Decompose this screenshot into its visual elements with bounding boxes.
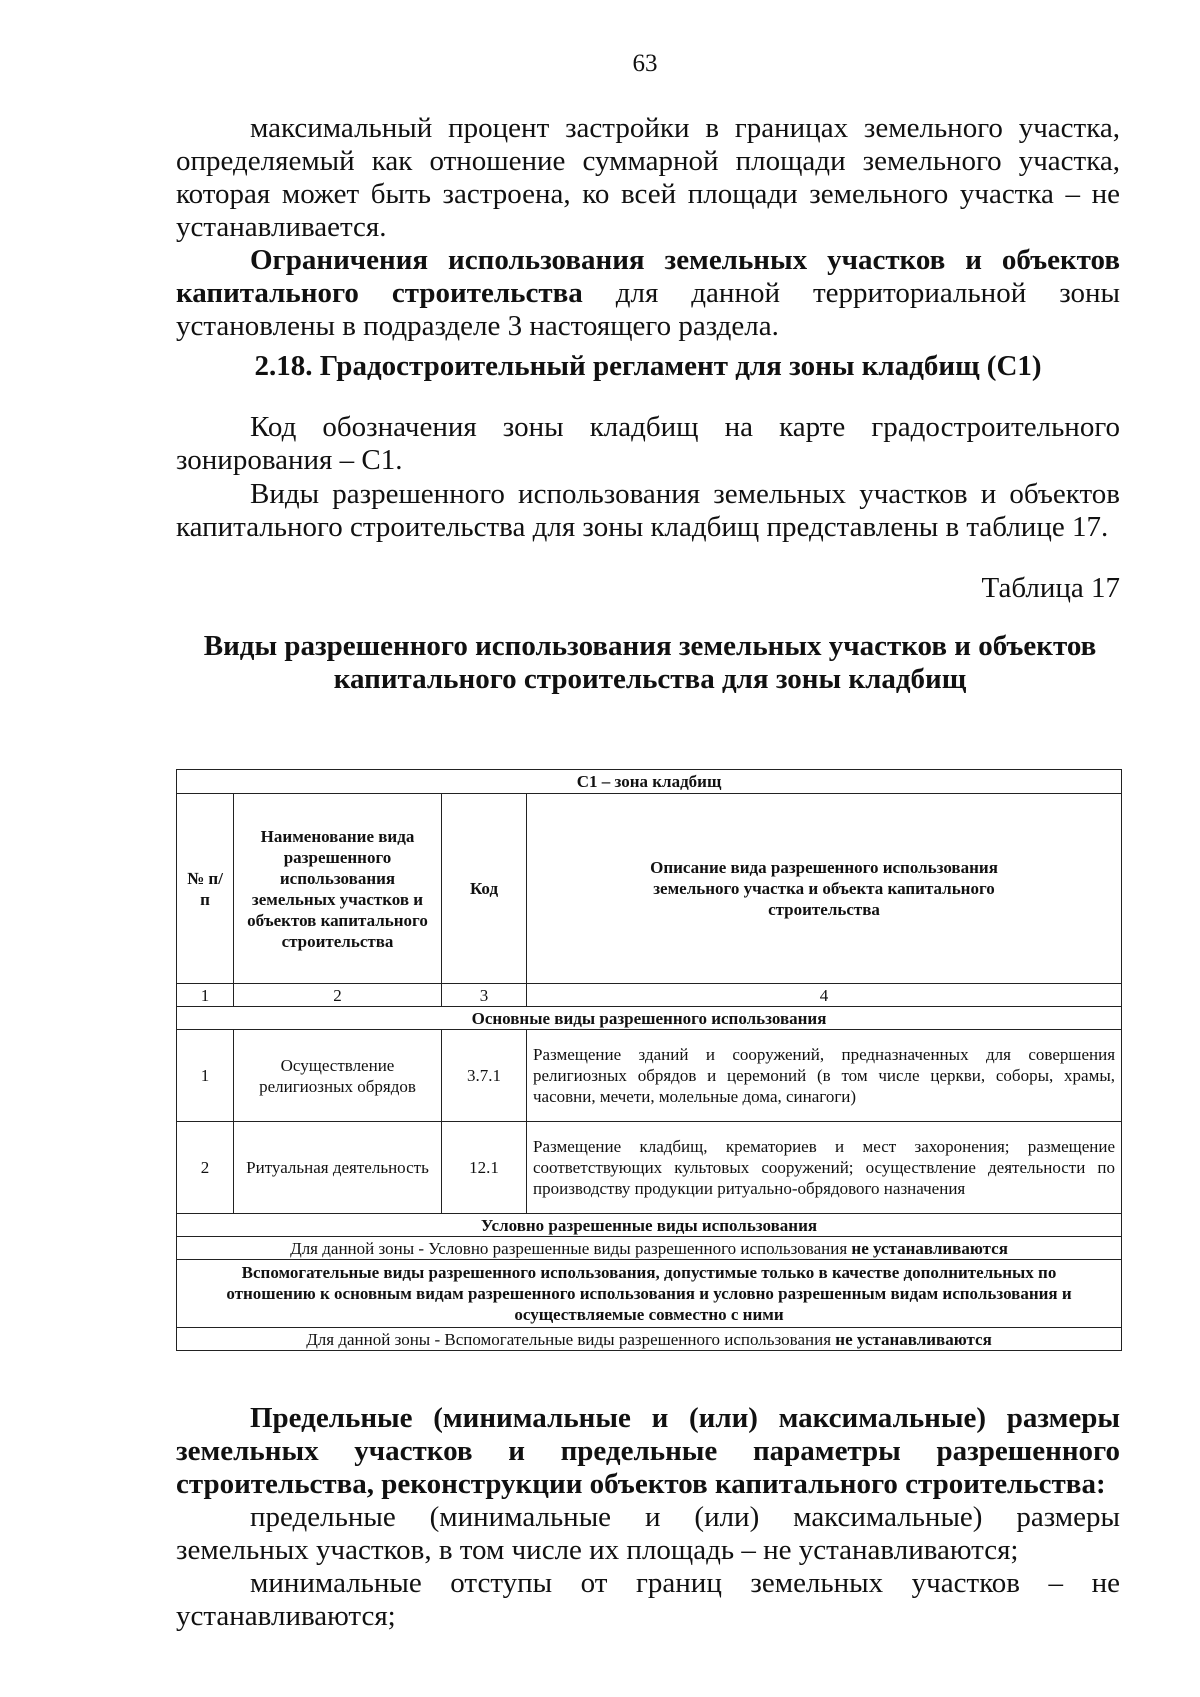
auxiliary-note-bold: не устанавливаются <box>835 1329 992 1349</box>
row-1-name: Осуществление религиозных обрядов <box>234 1030 442 1122</box>
table-title-line2: капитального строительства для зоны кладбищ <box>333 663 967 695</box>
col-header-desc: Описание вида разрешенного использования земельного участка и объекта капитального строительства <box>527 794 1122 984</box>
auxiliary-note <box>177 1328 1122 1351</box>
paragraph-restrictions <box>176 244 1120 343</box>
row-2-code: 12.1 <box>442 1122 527 1214</box>
paragraph-permitted-uses: Виды разрешенного использования земельных участков и объектов капитального строительства для зоны кладбищ представлены в таблице 17. <box>176 478 1120 543</box>
table-row <box>177 1122 1122 1214</box>
zone-header: С1 – зона кладбищ <box>177 770 1122 794</box>
conditional-note-bold: не устанавливаются <box>851 1238 1008 1258</box>
auxiliary-note-text: Для данной зоны - Вспомогательные виды разрешенного использования <box>306 1329 836 1349</box>
col-number-4: 4 <box>527 984 1122 1007</box>
section-conditional-uses: Условно разрешенные виды использования <box>177 1214 1122 1237</box>
table-title-line1: Виды разрешенного использования земельных участков и объектов <box>203 630 1097 662</box>
restrictions-rest: для данной территориальной зоны установлены в подразделе 3 настоящего раздела. <box>176 277 1120 342</box>
row-1-num: 1 <box>177 1030 234 1122</box>
col-header-num: № п/п <box>177 794 234 984</box>
row-1-desc: Размещение зданий и сооружений, предназначенных для совершения религиозных обрядов и церемоний (в том числе церкви, соборы, храмы, часовни, мечети, молельные дома, синагоги) <box>527 1030 1122 1122</box>
row-1-code: 3.7.1 <box>442 1030 527 1122</box>
table-title <box>150 630 1150 696</box>
table-17 <box>176 769 1122 1351</box>
col-header-name: Наименование вида разрешенного использования земельных участков и объектов капитального строительства <box>234 794 442 984</box>
paragraph-max-building-percent: максимальный процент застройки в границах земельного участка, определяемый как отношение суммарной площади земельного участка, которая может быть застроена, ко всей площади земельного участка – не устанавливается. <box>176 112 1120 243</box>
col-number-3: 3 <box>442 984 527 1007</box>
paragraph-min-setbacks: минимальные отступы от границ земельных участков – не устанавливаются; <box>176 1567 1120 1632</box>
col-header-code: Код <box>442 794 527 984</box>
section-main-uses: Основные виды разрешенного использования <box>177 1007 1122 1030</box>
col-number-1: 1 <box>177 984 234 1007</box>
conditional-note-text: Для данной зоны - Условно разрешенные виды разрешенного использования <box>290 1238 852 1258</box>
conditional-note <box>177 1237 1122 1260</box>
row-2-num: 2 <box>177 1122 234 1214</box>
page-number: 63 <box>632 50 658 77</box>
col-number-2: 2 <box>234 984 442 1007</box>
paragraph-limit-parameters-heading: Предельные (минимальные и (или) максимальные) размеры земельных участков и предельные параметры разрешенного строительства, реконструкции объектов капитального строительства: <box>176 1402 1120 1500</box>
row-2-desc: Размещение кладбищ, крематориев и мест захоронения; размещение соответствующих культовых сооружений; осуществление деятельности по производству продукции ритуально-обрядового назначения <box>527 1122 1122 1214</box>
section-heading: 2.18. Градостроительный регламент для зоны кладбищ (С1) <box>254 350 1042 382</box>
restrictions-bold: Ограничения использования земельных участков и объектов капитального строительства <box>176 244 1120 309</box>
table-label: Таблица 17 <box>981 572 1120 604</box>
section-auxiliary-uses: Вспомогательные виды разрешенного использования, допустимые только в качестве дополнительных по отношению к основным видам разрешенного использования и условно разрешенным видам использования и осуществляемые совместно с ними <box>177 1260 1122 1328</box>
table-row <box>177 1030 1122 1122</box>
paragraph-zone-code: Код обозначения зоны кладбищ на карте градостроительного зонирования – С1. <box>176 411 1120 476</box>
row-2-name: Ритуальная деятельность <box>234 1122 442 1214</box>
paragraph-plot-sizes: предельные (минимальные и (или) максимальные) размеры земельных участков, в том числе их площадь – не устанавливаются; <box>176 1501 1120 1566</box>
